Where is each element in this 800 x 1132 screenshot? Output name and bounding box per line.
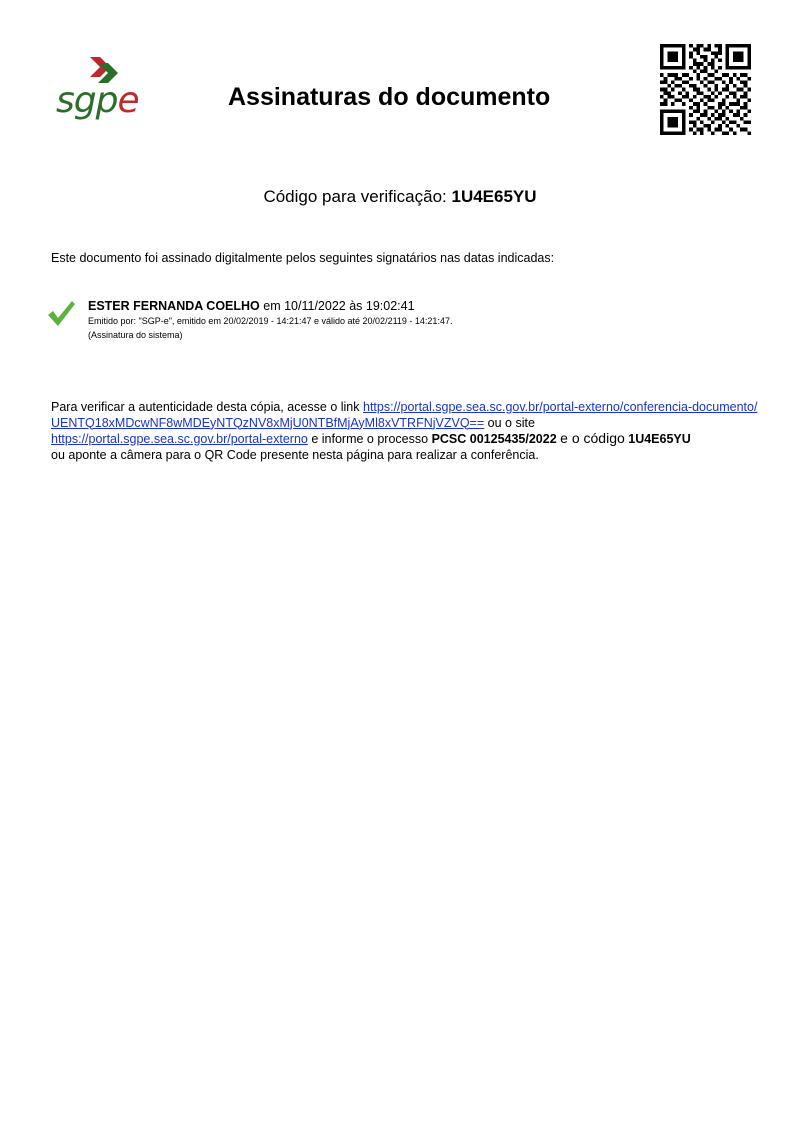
portal-link[interactable]: https://portal.sgpe.sea.sc.gov.br/portal-externo [51,432,308,446]
check-icon [46,298,76,328]
intro-text: Este documento foi assinado digitalmente pelos seguintes signatários nas datas indicadas: [51,251,555,265]
verification-instructions [51,400,761,463]
verify-code: 1U4E65YU [628,432,691,446]
logo-text: sgpe [56,80,139,121]
verify-text-2: ou o site [487,415,535,430]
verify-text-4: e o código [560,430,625,446]
verification-code: 1U4E65YU [451,187,537,206]
qr-code-icon [660,44,751,135]
verify-text-1: Para verificar a autenticidade desta cópia, acesse o link [51,400,360,414]
verification-label: Código para verificação: [263,187,447,206]
signature-issued: Emitido por: "SGP-e", emitido em 20/02/2019 - 14:21:47 e válido até 20/02/2119 - 14:21:47. [88,316,453,326]
verification-link[interactable]: https://portal.sgpe.sea.sc.gov.br/portal-externo/conferencia-documento/UENTQ18xMDcwNF8wMDEyNTQzNV8xMjU0NTBfMjAyMl8xVTRFNjVZVQ== [51,400,758,430]
verification-code-line [0,186,800,208]
verify-text-3: e informe o processo [311,432,429,446]
signer-name: ESTER FERNANDA COELHO [88,299,260,313]
sgpe-logo [56,55,156,127]
page-title: Assinaturas do documento [228,83,551,111]
signature-note: (Assinatura do sistema) [88,330,183,340]
verify-text-5: ou aponte a câmera para o QR Code presente nesta página para realizar a conferência. [51,447,539,462]
process-number: PCSC 00125435/2022 [431,432,557,446]
signature-date: em 10/11/2022 às 19:02:41 [263,299,415,313]
signature-entry [88,298,452,342]
